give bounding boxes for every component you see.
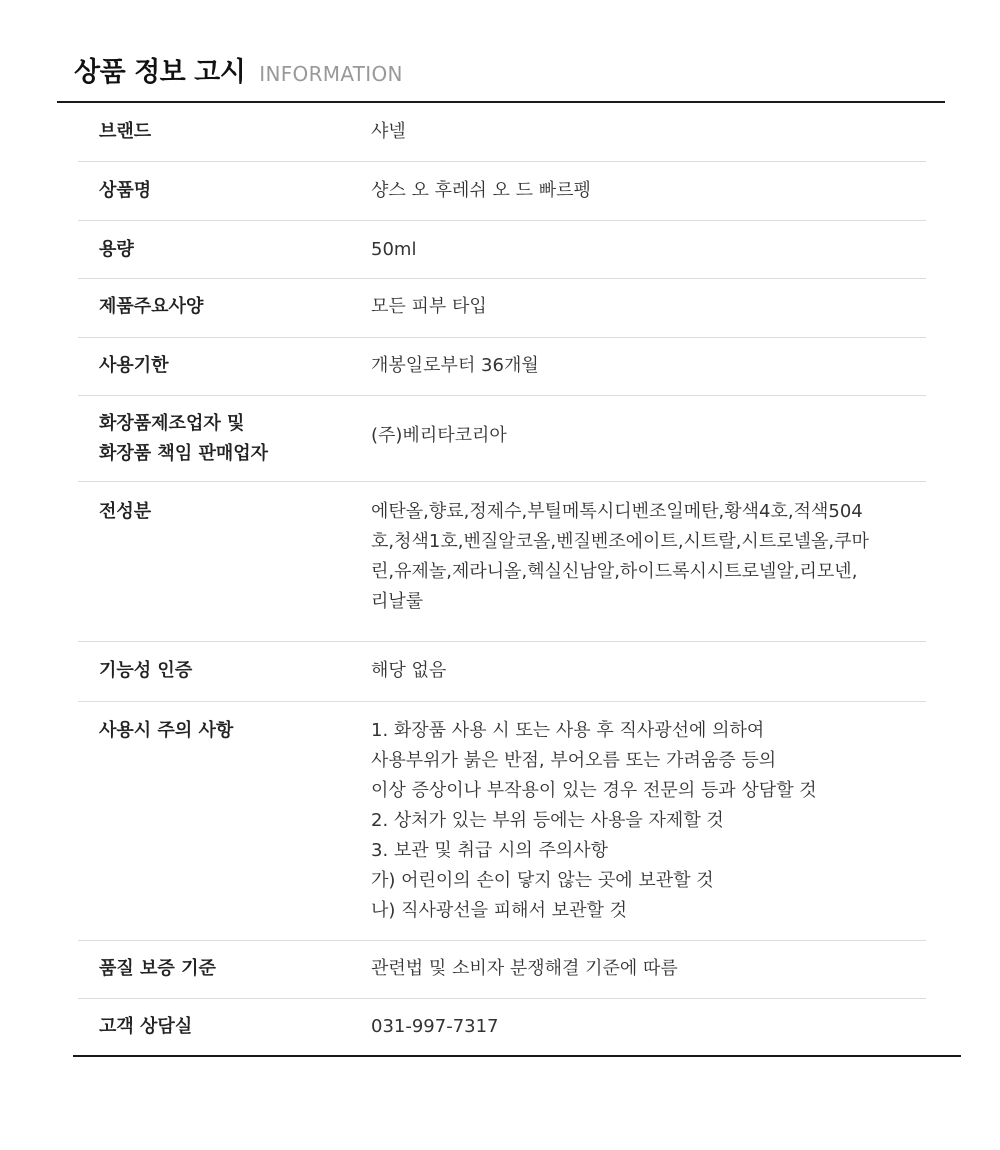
row-label: 고객 상담실 (99, 1016, 193, 1037)
row-value: 에탄올,향료,정제수,부틸메톡시디벤조일메탄,황색4호,적색504 호,청색1호,벤질알코올,벤질벤조에이트,시트랄,시트로넬올,쿠마 린,유제놀,제라니올,헥실신남알,하이드록시시트로넬알,리모넨, 리날룰 (371, 501, 869, 612)
row-value: 1. 화장품 사용 시 또는 사용 후 직사광선에 의하여 사용부위가 붉은 반점, 부어오름 또는 가려움증 등의 이상 증상이나 부작용이 있는 경우 전문의 등과 상담할 것 2. 상처가 있는 부위 등에는 사용을 자제할 것 3. 보관 및 취급 시의 주의사항 가) 어린이의 손이 닿지 않는 곳에 보관할 것 나) 직사광선을 피해서 보관할 것 (371, 720, 817, 921)
bottom-divider (73, 1055, 961, 1057)
row-value: 해당 없음 (371, 660, 447, 681)
table-row-product-name (78, 162, 926, 221)
row-label: 전성분 (99, 501, 152, 522)
row-label: 화장품제조업자 및 화장품 책임 판매업자 (99, 413, 269, 464)
row-value: 031-997-7317 (371, 1016, 499, 1037)
info-table (78, 103, 926, 1055)
table-row-manufacturer (78, 396, 926, 482)
table-row-customer-service (78, 999, 926, 1055)
table-row-certification (78, 642, 926, 702)
row-value: 50ml (371, 239, 417, 260)
table-row-quality (78, 941, 926, 999)
table-row-brand (78, 103, 926, 162)
table-row-precautions (78, 702, 926, 941)
page-subtitle: INFORMATION (259, 62, 403, 86)
table-row-specs (78, 279, 926, 338)
row-label: 사용시 주의 사항 (99, 720, 234, 741)
row-value: 샹스 오 후레쉬 오 드 빠르펭 (371, 180, 591, 201)
row-label: 품질 보증 기준 (99, 958, 216, 979)
row-value: 샤넬 (371, 121, 406, 142)
table-row-expiry (78, 338, 926, 396)
row-label: 제품주요사양 (99, 296, 204, 317)
row-value: 개봉일로부터 36개월 (371, 355, 539, 376)
row-label: 용량 (99, 239, 134, 260)
row-label: 브랜드 (99, 121, 152, 142)
row-value: (주)베리타코리아 (371, 425, 507, 446)
row-label: 사용기한 (99, 355, 169, 376)
section-header (74, 50, 403, 89)
table-row-volume (78, 221, 926, 279)
row-label: 상품명 (99, 180, 152, 201)
row-label: 기능성 인증 (99, 660, 193, 681)
row-value: 관련법 및 소비자 분쟁해결 기준에 따름 (371, 958, 678, 979)
row-value: 모든 피부 타입 (371, 296, 487, 317)
page-title: 상품 정보 고시 (74, 57, 246, 88)
table-row-ingredients (78, 482, 926, 642)
